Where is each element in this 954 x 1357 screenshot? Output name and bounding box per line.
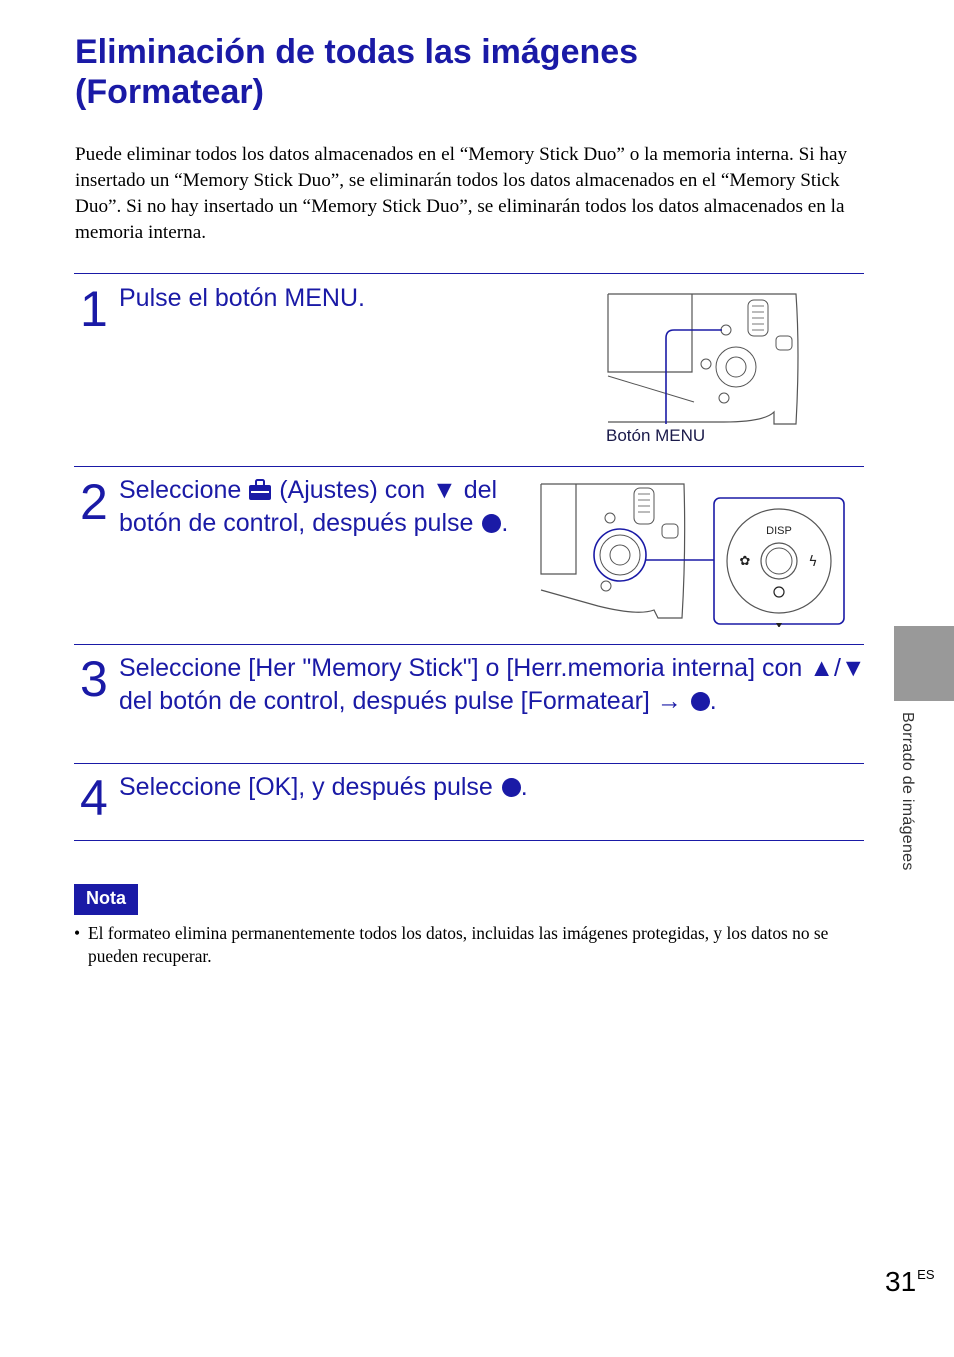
divider xyxy=(74,840,864,841)
divider xyxy=(74,273,864,274)
camera-back-illustration xyxy=(604,292,804,432)
control-button-illustration xyxy=(538,482,848,627)
step-1-text: Pulse el botón MENU. xyxy=(119,284,365,312)
section-tab xyxy=(894,626,954,701)
svg-text:✿: ✿ xyxy=(739,554,751,569)
language-code: ES xyxy=(917,1267,935,1282)
step-number: 4 xyxy=(80,770,108,826)
svg-text:ϟ: ϟ xyxy=(808,554,818,570)
center-button-icon xyxy=(482,514,501,533)
svg-text:DISP: DISP xyxy=(766,525,792,537)
step-4-text: Seleccione [OK], y después pulse . xyxy=(119,773,528,801)
step-2-text: Seleccione (Ajustes) con ▼ del botón de control, después pulse . xyxy=(119,476,509,537)
center-button-icon xyxy=(691,692,710,711)
section-label: Borrado de imágenes xyxy=(899,712,916,871)
page-number: $31^{ES}$ xyxy=(885,1266,935,1297)
note-text: El formateo elimina permanentemente todos los datos, incluidas las imágenes protegidas, y los datos no se pueden recuperar. xyxy=(88,923,829,966)
page-title: Eliminación de todas las imágenes (Formatear) xyxy=(75,33,639,111)
note-badge: Nota xyxy=(74,884,138,915)
note-item xyxy=(74,922,864,968)
divider xyxy=(74,466,864,467)
step-3-text: Seleccione [Her "Memory Stick"] o [Herr.memoria interna] con ▲/▼ del botón de control, después pulse [Formatear] → . xyxy=(119,654,866,715)
step-number: 1 xyxy=(80,281,108,337)
step-number: 2 xyxy=(80,474,108,530)
step-number: 3 xyxy=(80,651,108,707)
intro-paragraph: Puede eliminar todos los datos almacenados en el “Memory Stick Duo” o la memoria interna. Si hay insertado un “Memory Stick Duo”, se eliminarán todos los datos almacenados en el “Memory Stick Duo”. Si no hay insertado un “Memory Stick Duo”, se eliminarán todos los datos almacenados en la memoria interna. xyxy=(75,144,848,243)
center-button-icon xyxy=(502,778,521,797)
divider xyxy=(74,644,864,645)
divider xyxy=(74,763,864,764)
bullet: • xyxy=(74,923,81,943)
figure-caption: Botón MENU xyxy=(606,426,706,445)
toolbox-settings-icon xyxy=(248,479,272,501)
